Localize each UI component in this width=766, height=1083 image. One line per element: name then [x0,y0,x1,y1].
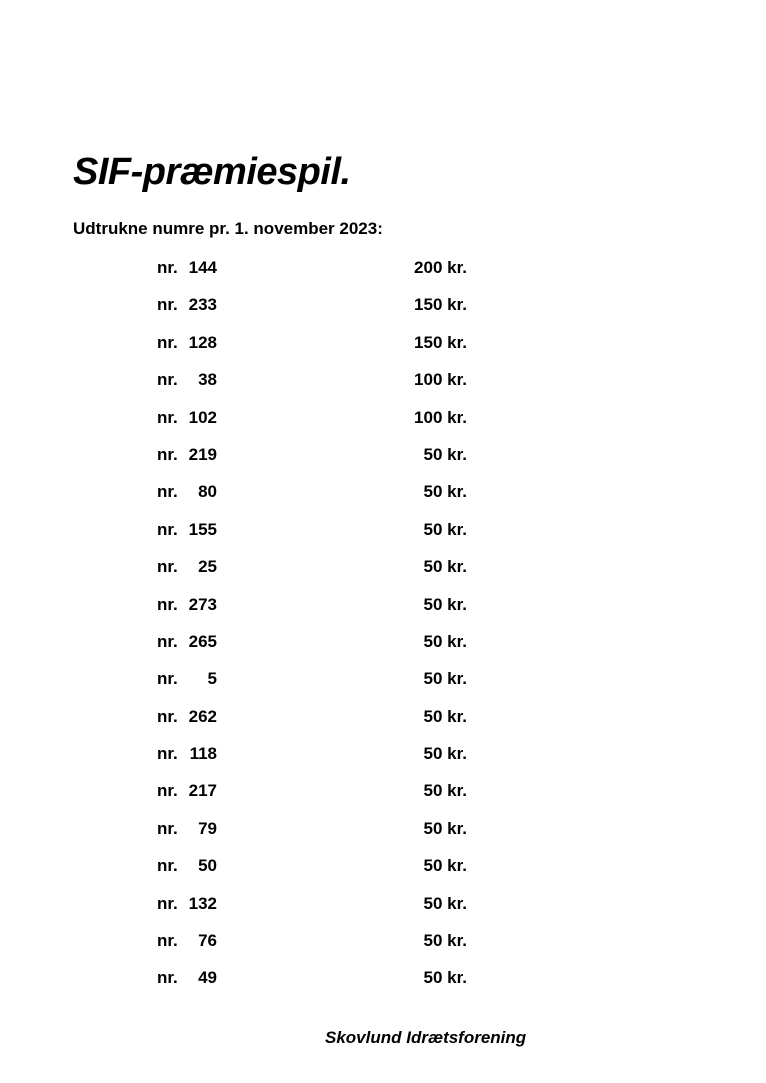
prize-number-prefix: nr. [157,594,178,614]
list-item [157,930,477,967]
list-item [157,780,477,817]
prize-number-value: 25 [198,557,217,577]
prize-number-value: 49 [198,968,217,988]
prize-number [157,930,217,952]
prize-number [157,556,217,578]
list-item [157,668,477,705]
prize-amount: 50 kr. [423,519,467,539]
prize-number-value: 102 [188,407,217,427]
prize-amount: 200 kr. [414,258,467,277]
prize-number [157,706,217,728]
prize-number [157,594,217,616]
prize-amount: 50 kr. [423,482,467,502]
list-item [157,556,477,593]
prize-amount: 50 kr. [423,968,467,988]
prize-number [157,257,217,279]
list-item [157,407,477,444]
prize-amount: 50 kr. [423,744,467,764]
prize-number-value: 38 [198,370,217,390]
prize-amount: 50 kr. [423,444,467,464]
prize-number [157,631,217,653]
prize-amount: 50 kr. [423,781,467,801]
prize-amount: 50 kr. [423,594,467,614]
prize-number-prefix: nr. [157,893,178,913]
list-item [157,257,477,294]
page-title: SIF-præmiespil. [73,151,351,193]
prize-number-prefix: nr. [157,631,178,651]
prize-number-value: 144 [188,258,217,277]
prize-number-prefix: nr. [157,444,178,464]
prize-number-value: 265 [188,631,217,651]
list-item [157,631,477,668]
prize-number-value: 219 [188,444,217,464]
list-item [157,706,477,743]
prize-number [157,294,217,316]
prize-number [157,967,217,989]
list-item [157,332,477,369]
prize-number-value: 50 [198,856,217,876]
list-item [157,855,477,892]
list-item [157,481,477,518]
prize-number-prefix: nr. [157,295,178,315]
prize-number [157,780,217,802]
prize-number-prefix: nr. [157,407,178,427]
prize-amount: 50 kr. [423,856,467,876]
prize-number-value: 273 [188,594,217,614]
prize-amount: 50 kr. [423,631,467,651]
prize-number-value: 79 [198,818,217,838]
prize-number-value: 128 [188,332,217,352]
prize-number-prefix: nr. [157,968,178,988]
prize-number [157,369,217,391]
prize-number-prefix: nr. [157,931,178,951]
prize-number-prefix: nr. [157,519,178,539]
prize-number [157,893,217,915]
prize-amount: 50 kr. [423,931,467,951]
list-item [157,519,477,556]
prize-amount: 100 kr. [414,407,467,427]
prize-amount: 100 kr. [414,370,467,390]
prize-number-value: 262 [188,706,217,726]
prize-number-value: 118 [189,744,217,764]
prize-number-prefix: nr. [157,706,178,726]
prize-amount: 50 kr. [423,893,467,913]
prize-number-prefix: nr. [157,818,178,838]
prize-number-value: 80 [198,482,217,502]
list-item [157,743,477,780]
prize-number-prefix: nr. [157,370,178,390]
list-item [157,818,477,855]
prize-number-prefix: nr. [157,669,178,689]
prize-number-value: 155 [188,519,217,539]
prize-number [157,444,217,466]
prize-number-value: 233 [188,295,217,315]
prize-number [157,668,217,690]
prize-amount: 50 kr. [423,818,467,838]
prize-number-prefix: nr. [157,332,178,352]
prize-number [157,743,217,765]
prize-number [157,407,217,429]
list-item [157,294,477,331]
prize-number-prefix: nr. [157,744,178,764]
organization-signature: Skovlund Idrætsforening [325,1028,527,1047]
prize-number-value: 76 [198,931,217,951]
list-item [157,369,477,406]
prize-number-prefix: nr. [157,781,178,801]
prize-number-value: 217 [188,781,217,801]
prize-number [157,481,217,503]
prize-number-prefix: nr. [157,856,178,876]
prize-number [157,855,217,877]
prize-number-prefix: nr. [157,258,178,277]
prize-amount: 50 kr. [423,557,467,577]
prize-amount: 50 kr. [423,706,467,726]
prize-number-prefix: nr. [157,482,178,502]
prize-amount: 50 kr. [423,669,467,689]
prize-list [157,257,477,1005]
list-item [157,967,477,1004]
list-item [157,594,477,631]
prize-number [157,519,217,541]
draw-date-subtitle: Udtrukne numre pr. 1. november 2023: [73,219,383,238]
prize-number-value: 5 [207,669,217,689]
prize-number-value: 132 [188,893,217,913]
prize-number-prefix: nr. [157,557,178,577]
list-item [157,444,477,481]
prize-amount: 150 kr. [414,332,467,352]
prize-number [157,332,217,354]
list-item [157,893,477,930]
prize-amount: 150 kr. [414,295,467,315]
prize-number [157,818,217,840]
